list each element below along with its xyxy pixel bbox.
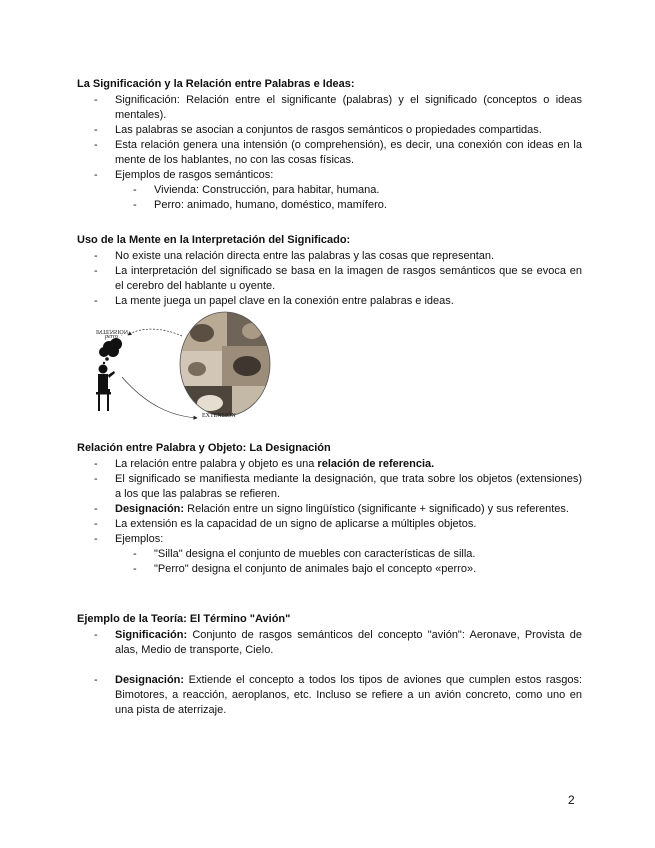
list-item: - Designación: Extiende el concepto a todos los tipos de aviones que cumplen estos rasgos: Bimotores, a reacción, aeroplanos, etc. Incluso se refiere a un avión concreto, como uno en una pista de aterrizaje. xyxy=(77,673,582,718)
list-item: - La extensión es la capacidad de un signo de aplicarse a múltiples objetos. xyxy=(77,517,582,532)
section-title: Relación entre Palabra y Objeto: La Designación xyxy=(77,442,331,454)
bullet-list xyxy=(77,249,582,309)
section-avion xyxy=(77,612,582,718)
bullet-list xyxy=(77,628,582,718)
list-item: - Significación: Relación entre el significante (palabras) y el significado (conceptos o ideas mentales). xyxy=(77,93,582,123)
list-item: - La relación entre palabra y objeto es una relación de referencia. xyxy=(77,457,582,472)
thought-label: perro xyxy=(105,334,119,340)
list-item: - La mente juega un papel clave en la conexión entre palabras e ideas. xyxy=(77,294,582,309)
section-designacion xyxy=(77,441,582,577)
section-mente xyxy=(77,233,582,309)
section-title: La Significación y la Relación entre Palabras e Ideas: xyxy=(77,78,355,90)
list-item: - No existe una relación directa entre las palabras y las cosas que representan. xyxy=(77,249,582,264)
bullet-list xyxy=(77,93,582,213)
extension-label: EXTENSIÓN xyxy=(202,413,236,419)
sub-list-item: - Vivienda: Construcción, para habitar, humana. xyxy=(77,183,582,198)
intension-label: INTENSIÓN xyxy=(96,328,128,334)
sub-list-item: - "Perro" designa el conjunto de animales bajo el concepto «perro». xyxy=(77,562,582,577)
sub-list-item: - Perro: animado, humano, doméstico, mamífero. xyxy=(77,198,582,213)
intension-extension-figure xyxy=(92,311,282,423)
list-item: - Esta relación genera una intensión (o comprehensión), es decir, una conexión con ideas en la mente de los hablantes, no con las cosas físicas. xyxy=(77,138,582,168)
sub-list-item: - "Silla" designa el conjunto de muebles con características de silla. xyxy=(77,547,582,562)
list-item: - La interpretación del significado se basa en la imagen de rasgos semánticos que se evoca en el cerebro del hablante u oyente. xyxy=(77,264,582,294)
thought-bubble-icon xyxy=(99,338,122,364)
section-title: Uso de la Mente en la Interpretación del Significado: xyxy=(77,234,351,246)
list-item: - Designación: Relación entre un signo lingüístico (significante + significado) y sus referentes. xyxy=(77,502,582,517)
list-item: - Ejemplos: xyxy=(77,532,582,547)
list-item: - Significación: Conjunto de rasgos semánticos del concepto "avión": Aeronave, Provista de alas, Medio de transporte, Cielo. xyxy=(77,628,582,658)
list-item: - El significado se manifiesta mediante la designación, que trata sobre los objetos (extensiones) a los que las palabras se refieren. xyxy=(77,472,582,502)
page-number: 2 xyxy=(568,793,575,807)
section-title: Ejemplo de la Teoría: El Término "Avión" xyxy=(77,613,291,625)
bullet-list xyxy=(77,457,582,577)
list-item: - Ejemplos de rasgos semánticos: xyxy=(77,168,582,183)
list-item: - Las palabras se asocian a conjuntos de rasgos semánticos o propiedades compartidas. xyxy=(77,123,582,138)
dog-photo-collage xyxy=(177,311,277,423)
thinking-person-icon xyxy=(96,365,115,412)
section-significacion xyxy=(77,77,582,213)
